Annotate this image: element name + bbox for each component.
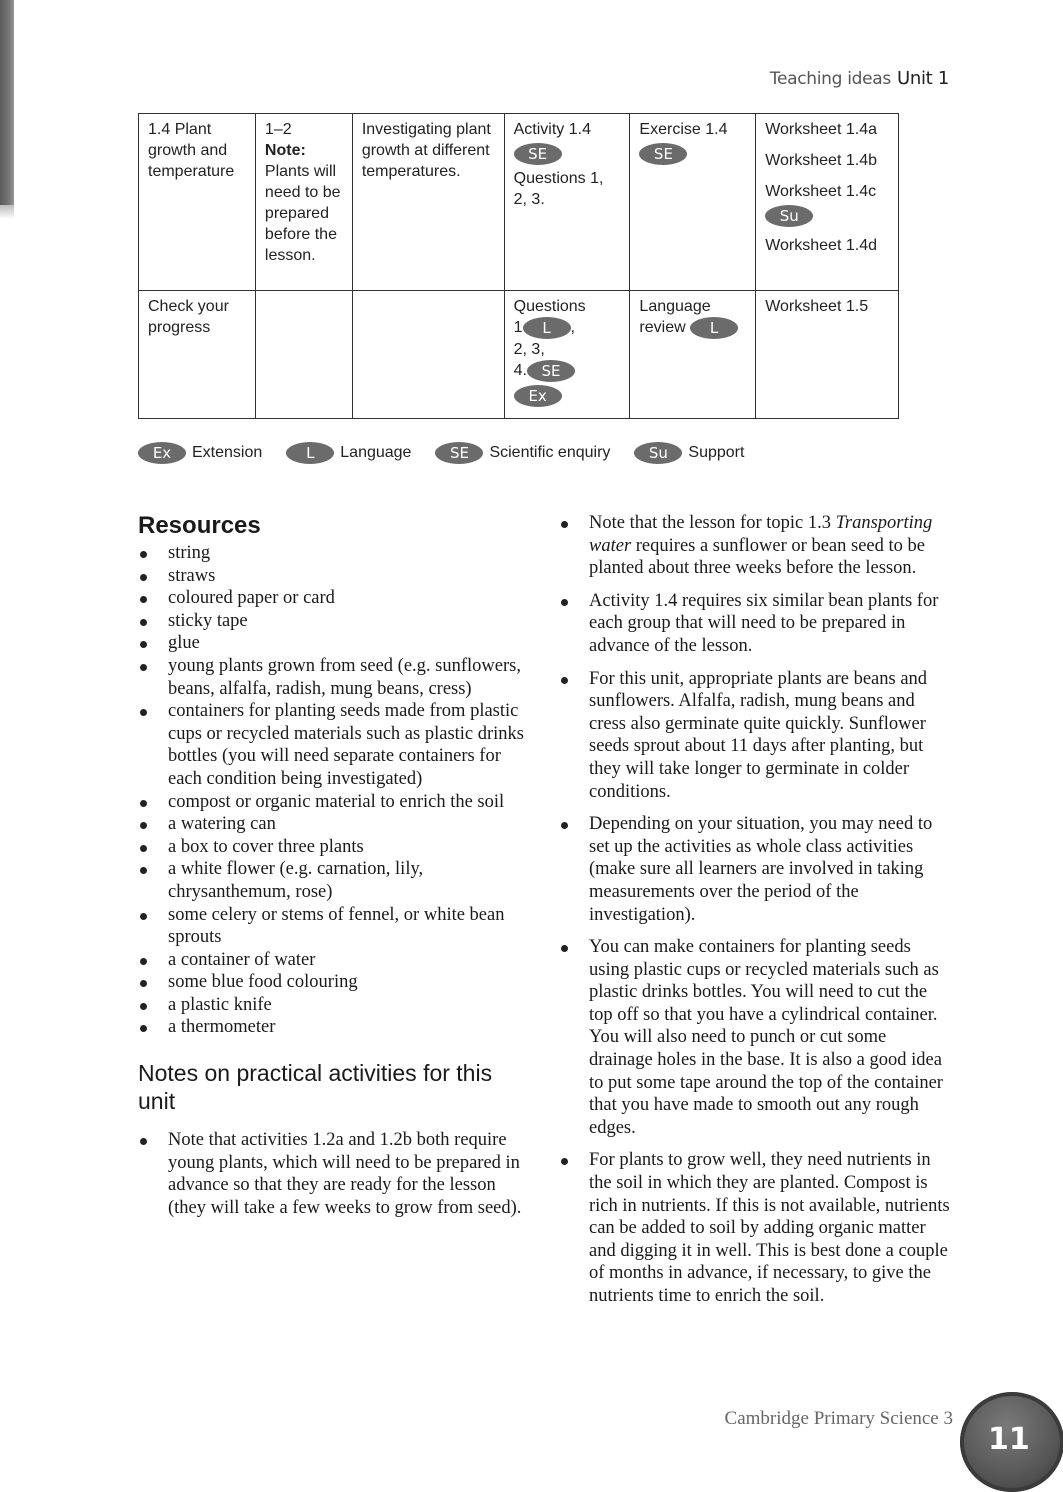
resources-cell (756, 114, 899, 291)
list-item: containers for planting seeds made from plastic cups or recycled materials such as plastic drinks bottles (you will need separate containers for each condition being investigated) (138, 700, 533, 790)
outline-cell: Investigating plant growth at different temperatures. (352, 114, 504, 291)
question-number: 1 (513, 319, 523, 337)
list-item (559, 512, 954, 580)
hours-value: 1–2 (264, 121, 292, 138)
hours-cell (255, 114, 352, 291)
badge-legend (138, 442, 768, 464)
list-item: For plants to grow well, they need nutrients in the soil in which they are planted. Compost is rich in nutrients. If this is not available, nutrients can be added to soil by adding organic matter and digging it in well. This is best done a couple of months in advance, if necessary, to give the nutrients time to enrich the soil. (559, 1149, 954, 1307)
legend-item-language (286, 442, 411, 464)
question-numbers: 2, 3, (513, 341, 545, 358)
legend-label: Support (688, 444, 745, 461)
worksheet-label: Worksheet 1.4c (765, 183, 877, 200)
list-item: young plants grown from seed (e.g. sunflowers, beans, alfalfa, radish, mung beans, cress) (138, 655, 533, 700)
resources-cell: Worksheet 1.5 (756, 291, 899, 419)
topic-title: Transporting water (589, 513, 933, 556)
list-item: glue (138, 632, 533, 655)
unit-label: Unit 1 (896, 68, 949, 89)
note-label: Note: (264, 142, 306, 159)
scientific-enquiry-badge-icon: SE (435, 442, 483, 464)
exercise-label: Exercise 1.4 (639, 121, 728, 138)
question-number: 4. (513, 362, 527, 380)
extension-badge-icon: Ex (138, 442, 186, 464)
section-label: Teaching ideas (769, 69, 891, 89)
table-row (139, 114, 899, 291)
list-item: coloured paper or card (138, 587, 533, 610)
list-item: some blue food colouring (138, 971, 533, 994)
book-title: Cambridge Primary Science 3 (724, 1408, 953, 1429)
language-badge-icon: L (523, 317, 571, 339)
list-item: You can make containers for planting seeds using plastic cups or recycled materials such as plastic drinks bottles. You will need to cut the top off so that you have a cylindrical container. You will also need to punch or cut some drainage holes in the base. It is also a good idea to put some tape around the top of the container that you have made to smooth out any rough edges. (559, 936, 954, 1139)
list-item: string (138, 542, 533, 565)
note-text: Plants will need to be prepared before the lesson. (264, 163, 341, 264)
questions-label: Questions 1, 2, 3. (513, 170, 604, 208)
list-item: Activity 1.4 requires six similar bean plants for each group that will need to be prepared in advance of the lesson. (559, 590, 954, 658)
list-item: compost or organic material to enrich the soil (138, 791, 533, 814)
table-row (139, 291, 899, 419)
worksheet-label: Worksheet 1.4d (765, 237, 877, 254)
notes-heading: Notes on practical activities for this unit (138, 1060, 493, 1115)
legend-label: Extension (192, 444, 263, 461)
workbook-cell (630, 291, 756, 419)
worksheet-label: Worksheet 1.4a (765, 121, 877, 138)
list-item: straws (138, 565, 533, 588)
language-review-label: review (639, 319, 686, 337)
activity-label: Activity 1.4 (513, 121, 591, 138)
list-item: a container of water (138, 949, 533, 972)
legend-label: Language (340, 444, 412, 461)
left-column (138, 512, 533, 1229)
hours-cell (255, 291, 352, 419)
language-badge-icon: L (690, 317, 738, 339)
note-text: Note that the lesson for topic 1.3 (589, 513, 831, 533)
list-item: a plastic knife (138, 994, 533, 1017)
topic-cell: 1.4 Plant growth and temperature (139, 114, 256, 291)
legend-item-support (634, 442, 744, 464)
language-review-label: Language (639, 298, 711, 315)
list-item: a box to cover three plants (138, 836, 533, 859)
notes-list-left (138, 1129, 533, 1219)
right-column (559, 512, 954, 1318)
resources-list (138, 542, 533, 1039)
learner-book-cell (504, 114, 630, 291)
learner-book-cell (504, 291, 630, 419)
support-badge-icon: Su (634, 442, 682, 464)
resources-heading: Resources (138, 512, 261, 539)
extension-badge-icon: Ex (514, 385, 562, 407)
list-item: Depending on your situation, you may need to set up the activities as whole class activities (make sure all learners are involved in taking measurements over the period of the investigation). (559, 813, 954, 926)
page-edge-tab (0, 0, 14, 205)
scientific-enquiry-badge-icon: SE (639, 143, 687, 165)
list-item: a thermometer (138, 1016, 533, 1039)
list-item: a watering can (138, 813, 533, 836)
legend-label: Scientific enquiry (489, 444, 611, 461)
list-item: Note that activities 1.2a and 1.2b both require young plants, which will need to be prepared in advance so that they are ready for the lesson (they will take a few weeks to grow from seed). (138, 1129, 533, 1219)
running-head (770, 68, 949, 89)
list-item: For this unit, appropriate plants are beans and sunflowers. Alfalfa, radish, mung beans and cress also germinate quite quickly. Sunflower seeds sprout about 11 days after planting, but they will take longer to germinate in colder conditions. (559, 668, 954, 804)
page-number-badge: 11 (960, 1392, 1063, 1492)
scientific-enquiry-badge-icon: SE (527, 360, 575, 382)
worksheet-label: Worksheet 1.4b (765, 152, 877, 169)
workbook-cell (630, 114, 756, 291)
scientific-enquiry-badge-icon: SE (514, 143, 562, 165)
note-text: requires a sunflower or bean seed to be planted about three weeks before the lesson. (589, 535, 925, 579)
outline-cell (352, 291, 504, 419)
list-item: some celery or stems of fennel, or white bean sprouts (138, 904, 533, 949)
topic-cell: Check your progress (139, 291, 256, 419)
legend-item-extension (138, 442, 262, 464)
list-item: a white flower (e.g. carnation, lily, chrysanthemum, rose) (138, 858, 533, 903)
legend-item-scientific-enquiry (435, 442, 610, 464)
support-badge-icon: Su (765, 205, 813, 227)
list-item: sticky tape (138, 610, 533, 633)
lesson-plan-table (138, 113, 899, 419)
language-badge-icon: L (286, 442, 334, 464)
questions-label: Questions (513, 298, 586, 315)
separator: , (570, 319, 575, 337)
notes-list-right (559, 512, 954, 1308)
